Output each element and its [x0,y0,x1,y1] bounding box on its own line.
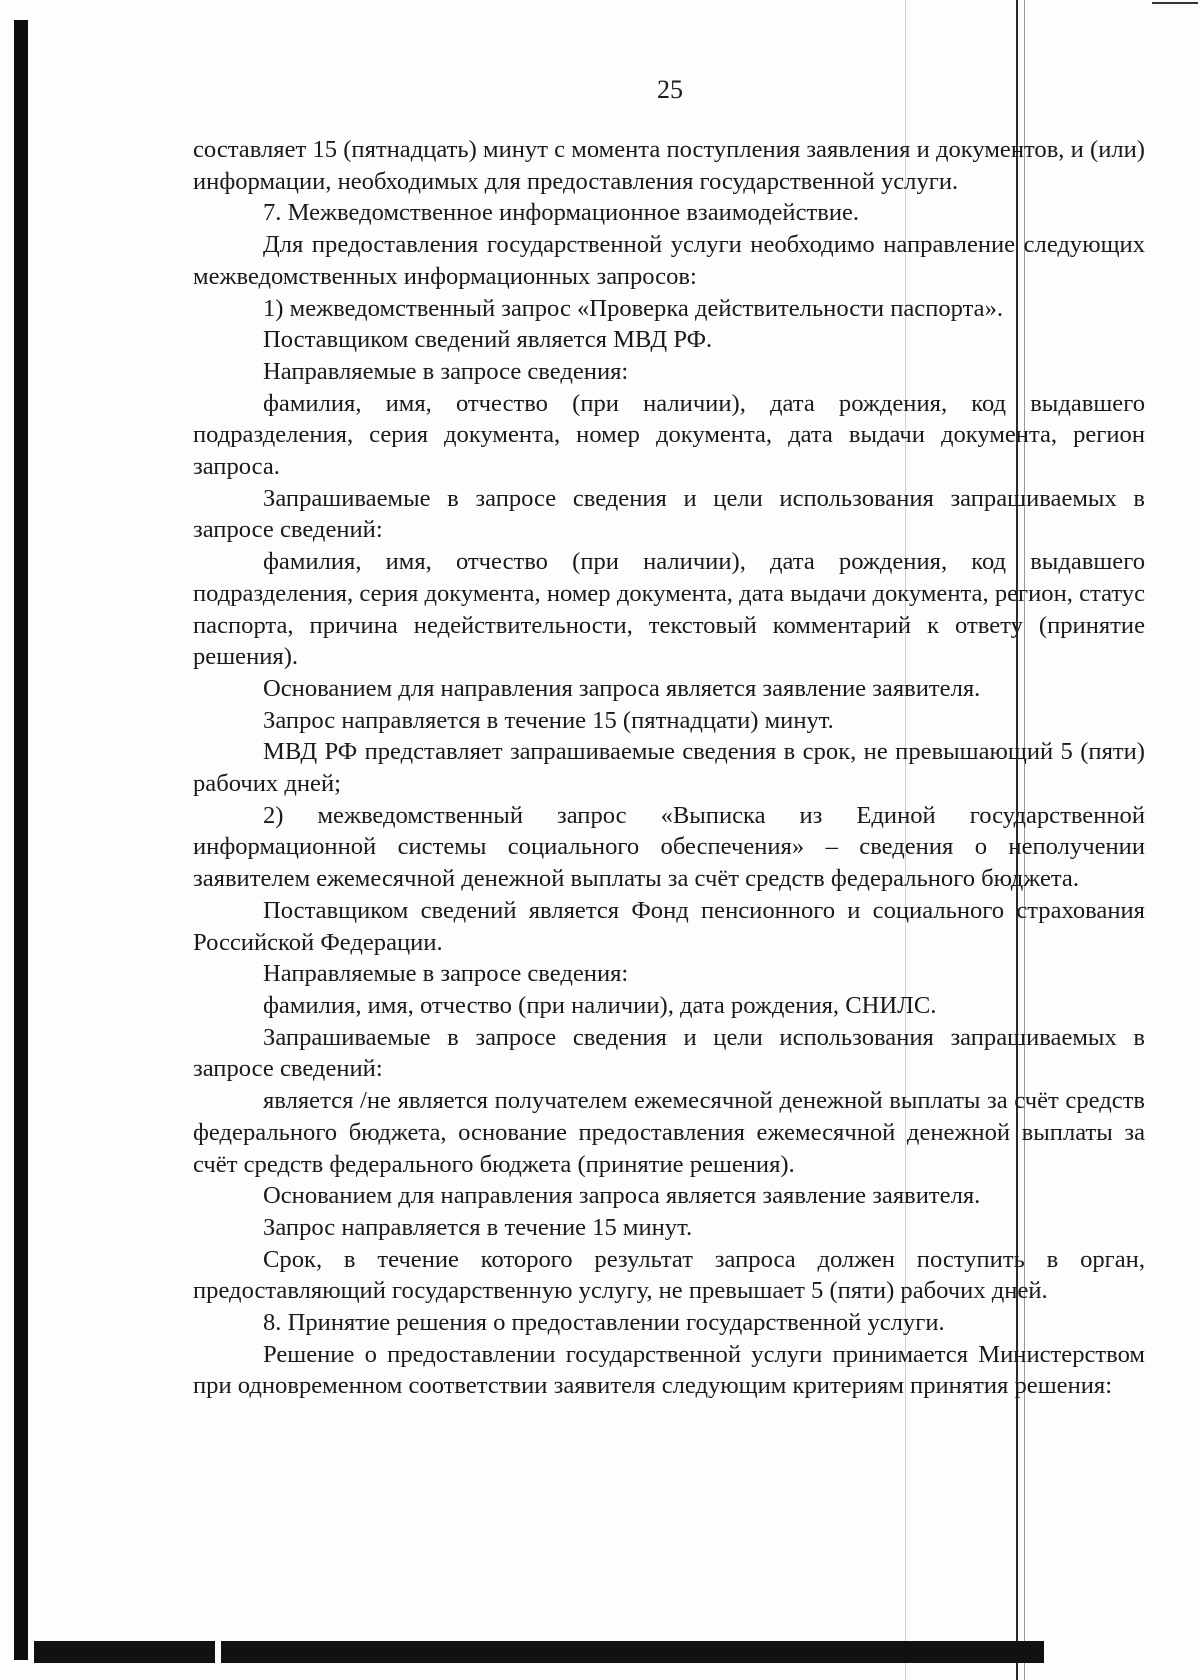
paragraph: 7. Межведомственное информационное взаимодействие. [263,199,860,227]
scan-edge-gap [215,1641,221,1663]
paragraph: фамилия, имя, отчество (при наличии), дата рождения, СНИЛС. [263,991,937,1019]
paragraph: Запрашиваемые в запросе сведения и цели использования запрашиваемых в запросе сведений: [193,484,1145,544]
paragraph: Направляемые в запросе сведения: [263,357,629,385]
page-number: 25 [657,75,683,104]
scan-edge-bottom [34,1641,1044,1663]
paragraph: является /не является получателем ежемесячной денежной выплаты за счёт средств федерального бюджета, основание предоставления ежемесячной денежной выплаты за счёт средств федерального бюджета (принятие решения). [193,1087,1145,1178]
paragraph: 1) межведомственный запрос «Проверка действительности паспорта». [263,294,1004,322]
paragraph: Поставщиком сведений является Фонд пенсионного и социального страхования Российской Федерации. [193,896,1145,956]
paragraph: Запрос направляется в течение 15 (пятнадцати) минут. [263,706,834,734]
paragraph: Запрашиваемые в запросе сведения и цели использования запрашиваемых в запросе сведений: [193,1023,1145,1083]
paragraph: Направляемые в запросе сведения: [263,960,629,988]
paragraph: Основанием для направления запроса является заявление заявителя. [263,1182,981,1210]
paragraph: Поставщиком сведений является МВД РФ. [263,326,713,354]
paragraph: Срок, в течение которого результат запроса должен поступить в орган, предоставляющий государственную услугу, не превышает 5 (пяти) рабочих дней. [193,1245,1145,1305]
paragraph: Запрос направляется в течение 15 минут. [263,1213,693,1241]
scan-corner-mark [1152,2,1198,4]
document-body [193,134,1145,1402]
paragraph: 2) межведомственный запрос «Выписка из Единой государственной информационной системы социального обеспечения» – сведения о неполучении заявителем ежемесячной денежной выплаты за счёт средств федерального бюджета. [193,801,1145,893]
paragraph: составляет 15 (пятнадцать) минут с момента поступления заявления и документов, и (или) информации, необходимых для предоставления государственной услуги. [193,136,1145,195]
paragraph: 8. Принятие решения о предоставлении государственной услуги. [263,1309,945,1337]
paragraph: Решение о предоставлении государственной услуги принимается Министерством при одновременном соответствии заявителя следующим критериям принятия решения: [193,1340,1145,1400]
paragraph: МВД РФ представляет запрашиваемые сведения в срок, не превышающий 5 (пяти) рабочих дней; [193,738,1145,798]
paragraph: фамилия, имя, отчество (при наличии), дата рождения, код выдавшего подразделения, серия документа, номер документа, дата выдачи документа, регион, статус паспорта, причина недействительности, текстовый комментарий к ответу (принятие решения). [193,548,1145,671]
paragraph: фамилия, имя, отчество (при наличии), дата рождения, код выдавшего подразделения, серия документа, номер документа, дата выдачи документа, регион запроса. [193,389,1145,481]
scan-edge-left [14,20,28,1660]
paragraph: Для предоставления государственной услуги необходимо направление следующих межведомственных информационных запросов: [193,231,1145,290]
paragraph: Основанием для направления запроса является заявление заявителя. [263,674,981,702]
